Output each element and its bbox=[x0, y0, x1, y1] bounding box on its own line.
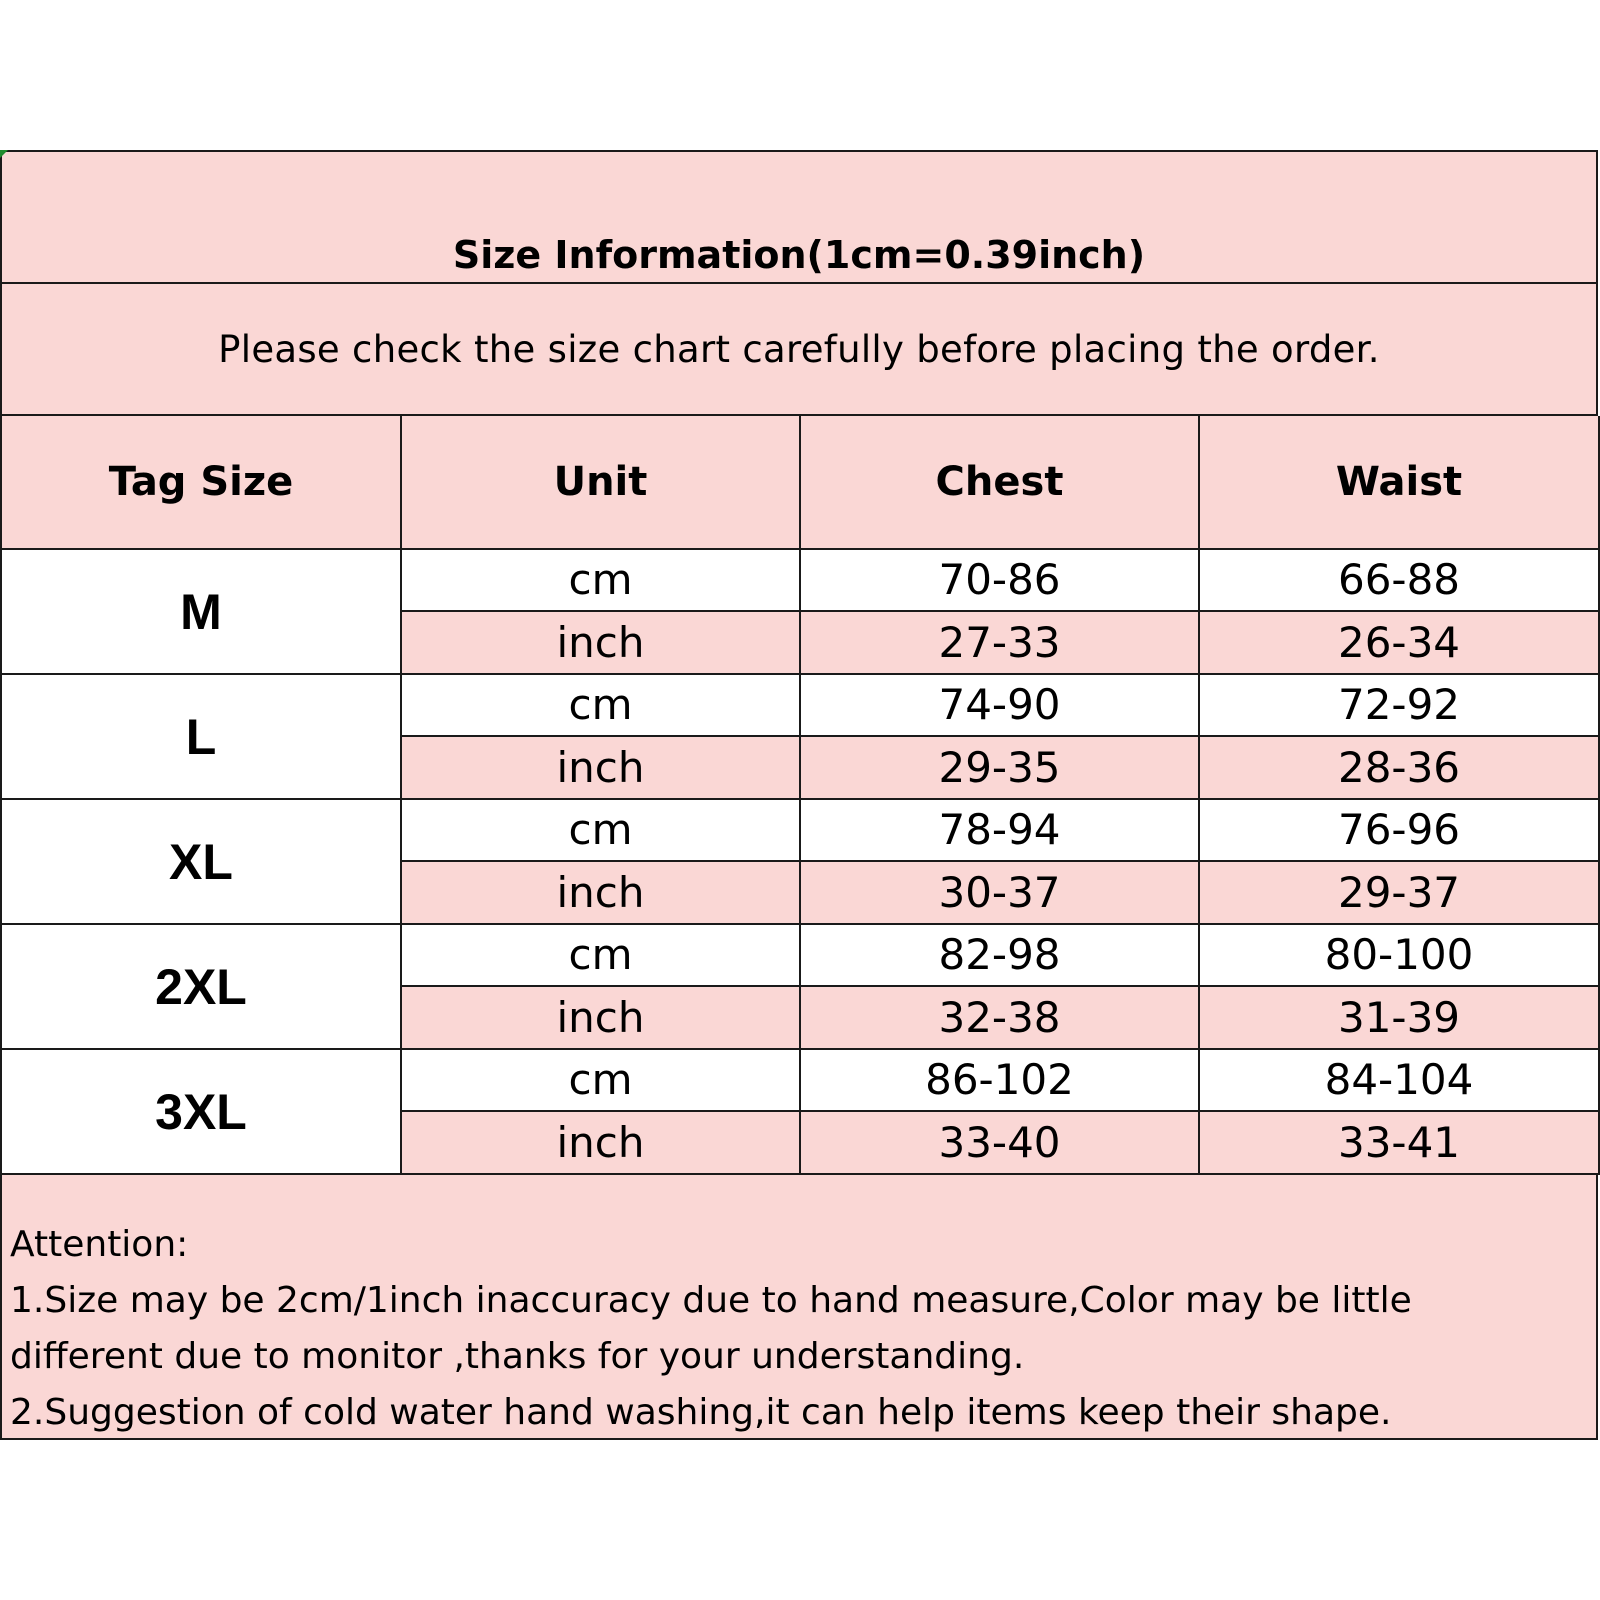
table-row bbox=[1, 1049, 1599, 1111]
unit-cell: inch bbox=[401, 861, 800, 924]
unit-cell: cm bbox=[401, 549, 800, 611]
header-chest: Chest bbox=[800, 416, 1199, 549]
chest-cell: 82-98 bbox=[800, 924, 1199, 986]
size-chart bbox=[0, 150, 1598, 1440]
waist-cell: 66-88 bbox=[1199, 549, 1599, 611]
size-table bbox=[0, 416, 1600, 1175]
tag-size-cell: L bbox=[1, 674, 401, 799]
attention-line: 1.Size may be 2cm/1inch inaccuracy due to hand measure,Color may be little bbox=[10, 1280, 1412, 1321]
attention-line: 2.Suggestion of cold water hand washing,it can help items keep their shape. bbox=[10, 1392, 1392, 1433]
waist-cell: 33-41 bbox=[1199, 1111, 1599, 1174]
tag-size-cell: 3XL bbox=[1, 1049, 401, 1174]
chest-cell: 78-94 bbox=[800, 799, 1199, 861]
chest-cell: 74-90 bbox=[800, 674, 1199, 736]
unit-cell: cm bbox=[401, 1049, 800, 1111]
table-row bbox=[1, 799, 1599, 861]
chest-cell: 70-86 bbox=[800, 549, 1199, 611]
waist-cell: 80-100 bbox=[1199, 924, 1599, 986]
table-row bbox=[1, 924, 1599, 986]
header-tag-size: Tag Size bbox=[1, 416, 401, 549]
attention-heading: Attention: bbox=[10, 1224, 189, 1265]
notice-text: Please check the size chart carefully before placing the order. bbox=[218, 327, 1380, 371]
table-row bbox=[1, 549, 1599, 611]
waist-cell: 76-96 bbox=[1199, 799, 1599, 861]
waist-cell: 72-92 bbox=[1199, 674, 1599, 736]
unit-cell: inch bbox=[401, 736, 800, 799]
header-row bbox=[1, 416, 1599, 549]
chest-cell: 33-40 bbox=[800, 1111, 1199, 1174]
chest-cell: 86-102 bbox=[800, 1049, 1199, 1111]
header-unit: Unit bbox=[401, 416, 800, 549]
waist-cell: 28-36 bbox=[1199, 736, 1599, 799]
tag-size-cell: 2XL bbox=[1, 924, 401, 1049]
waist-cell: 26-34 bbox=[1199, 611, 1599, 674]
chest-cell: 27-33 bbox=[800, 611, 1199, 674]
chest-cell: 30-37 bbox=[800, 861, 1199, 924]
unit-cell: cm bbox=[401, 924, 800, 986]
attention-line: different due to monitor ,thanks for your understanding. bbox=[10, 1336, 1025, 1377]
waist-cell: 84-104 bbox=[1199, 1049, 1599, 1111]
chest-cell: 32-38 bbox=[800, 986, 1199, 1049]
header-waist: Waist bbox=[1199, 416, 1599, 549]
tag-size-cell: M bbox=[1, 549, 401, 674]
waist-cell: 29-37 bbox=[1199, 861, 1599, 924]
unit-cell: cm bbox=[401, 674, 800, 736]
unit-cell: inch bbox=[401, 611, 800, 674]
unit-cell: inch bbox=[401, 986, 800, 1049]
notice-band bbox=[0, 284, 1598, 416]
title-band bbox=[0, 150, 1598, 284]
table-row bbox=[1, 674, 1599, 736]
chart-title: Size Information(1cm=0.39inch) bbox=[452, 233, 1146, 277]
unit-cell: inch bbox=[401, 1111, 800, 1174]
chest-cell: 29-35 bbox=[800, 736, 1199, 799]
unit-cell: cm bbox=[401, 799, 800, 861]
attention-band bbox=[0, 1175, 1598, 1440]
waist-cell: 31-39 bbox=[1199, 986, 1599, 1049]
tag-size-cell: XL bbox=[1, 799, 401, 924]
corner-mark-icon bbox=[0, 150, 8, 158]
